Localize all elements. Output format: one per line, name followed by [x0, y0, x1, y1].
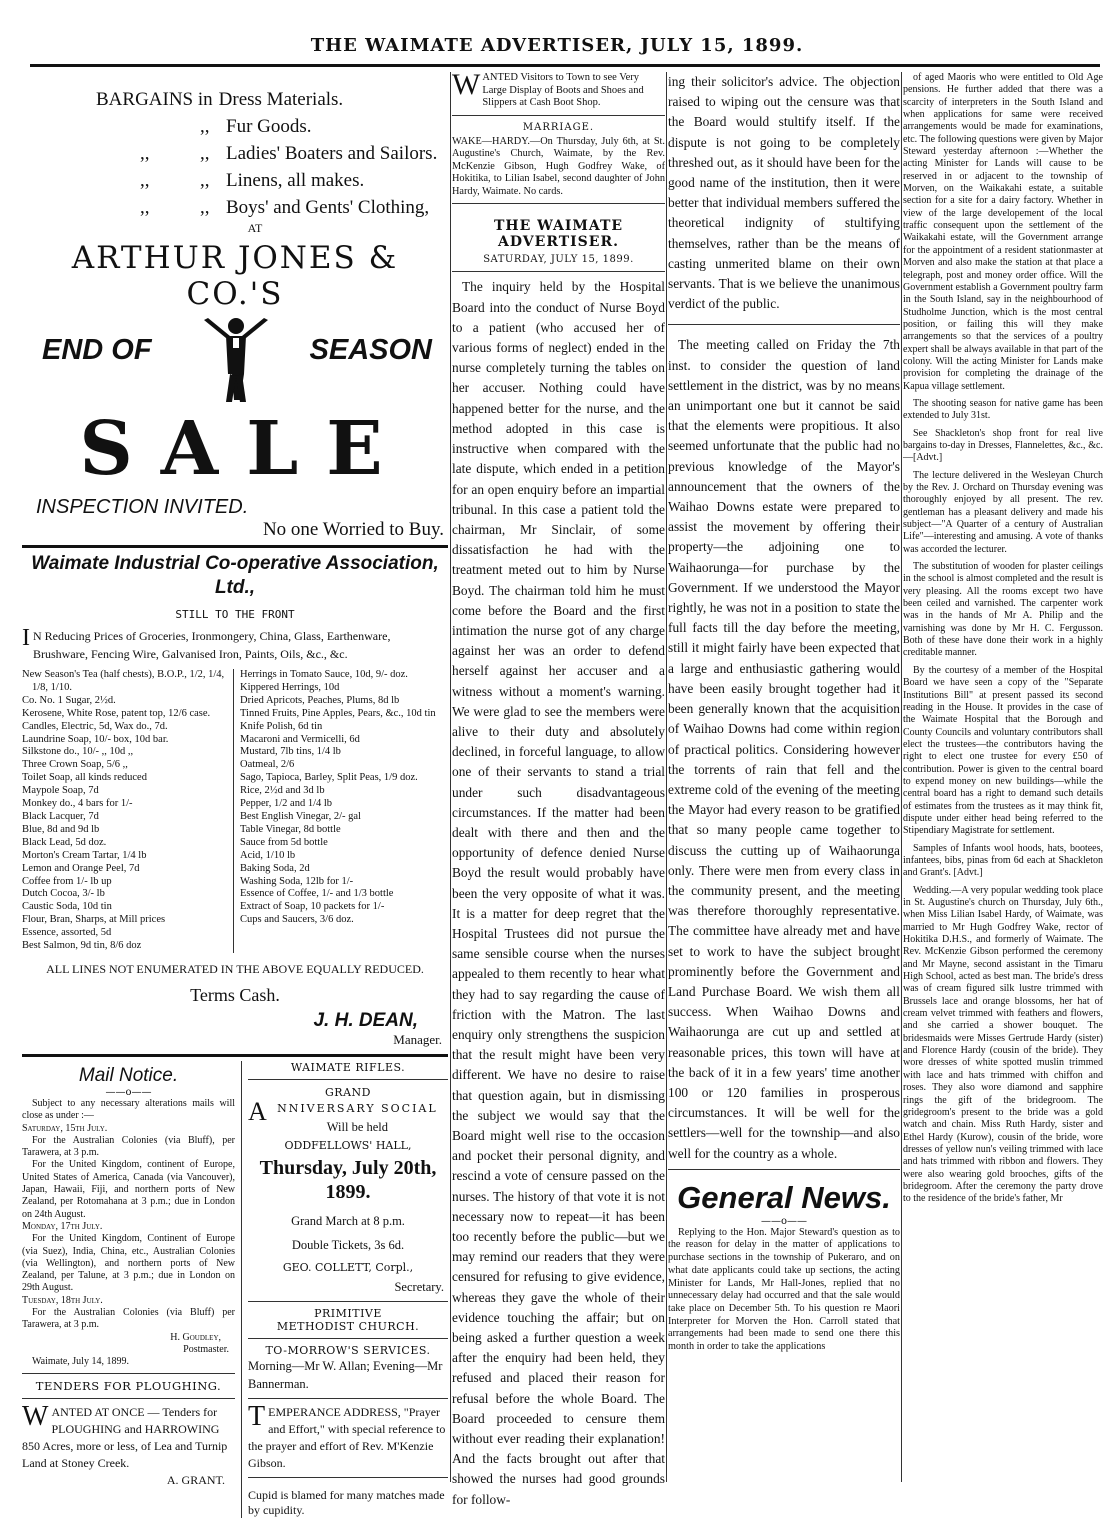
divider: [452, 203, 665, 204]
price-item: Toilet Soap, all kinds reduced: [22, 772, 147, 784]
price-item: Black Lead, 5d doz.: [22, 836, 107, 848]
price-item: Extract of Soap, 10 packets for 1/-: [240, 901, 385, 913]
divider: [248, 1338, 448, 1339]
price-item: Blue, 8d and 9d lb: [22, 823, 100, 835]
news-item: The shooting season for native game has been extended to July 31st.: [903, 397, 1103, 422]
price-item: Kippered Herrings, 10d: [240, 681, 340, 693]
divider: [22, 1373, 235, 1374]
divider: [248, 1079, 448, 1080]
manager-name: J. H. DEAN,: [313, 1009, 418, 1031]
column-2: [452, 68, 665, 1515]
price-item: Dried Apricots, Peaches, Plums, 8d lb: [240, 694, 400, 706]
price-item: Essence of Coffee, 1/- and 1/3 bottle: [240, 888, 394, 900]
anniversary-social: [248, 1096, 448, 1136]
price-item: Essence, assorted, 5d: [22, 927, 112, 939]
wanted-text: ANTED Visitors to Town to see Very Large Display of Boots and Shoes and Slippers at Cash Boot Shop.: [482, 72, 644, 108]
tenders-text: ANTED AT ONCE — Tenders for PLOUGHING and HARROWING 850 Acres, more or less, of Lea and Turnip Land at Stoney Creek.: [22, 1405, 228, 1471]
lower-ads: [22, 1054, 448, 1518]
mail-dateline: Waimate, July 14, 1899.: [32, 1356, 129, 1368]
price-item: Dutch Cocoa, 3/- lb: [22, 888, 105, 900]
price-item: Caustic Soda, 10d tin: [22, 901, 112, 913]
sale-heading: SALE: [79, 406, 411, 492]
all-lines-note: ALL LINES NOT ENUMERATED IN THE ABOVE EQUALLY REDUCED.: [46, 961, 424, 976]
divider: [22, 1398, 235, 1399]
mail-paragraph: For the United Kingdom, continent of Europe, United States of America, Canada (via Vancouver), Japan, Hawaii, Fiji, and northern ports of New Zealand, per Rotomahana at 3 p.m.; due in London on 24th August.: [22, 1159, 235, 1220]
column-1: [22, 72, 448, 1518]
dropcap: I: [22, 625, 30, 651]
will-be-held: Will be held: [326, 1119, 389, 1134]
price-item: Kerosene, White Rose, patent top, 12/6 case.: [22, 707, 211, 719]
tenders-ad: [22, 1401, 235, 1489]
general-news-heading: General News.: [677, 1179, 891, 1215]
mail-paragraph: For the Australian Colonies (via Bluff), per Tarawera, at 3 p.m.: [22, 1134, 235, 1159]
bargain-item: Fur Goods.: [226, 116, 312, 137]
price-item: Baking Soda, 2d: [240, 862, 310, 874]
ad-divider: [22, 545, 448, 548]
mail-signature-title: Postmaster.: [183, 1343, 229, 1355]
rifles-signature: GEO. COLLETT, Corpl.,: [282, 1260, 414, 1274]
rifles-heading: WAIMATE RIFLES.: [290, 1060, 406, 1074]
social-date: Thursday, July 20th, 1899.: [259, 1156, 437, 1203]
bargain-item: Dress Materials.: [218, 89, 344, 110]
bargain-row-2: [22, 113, 448, 140]
column-rule-3: [901, 72, 902, 1482]
price-item: Washing Soda, 12lb for 1/-: [240, 875, 354, 887]
coop-name: Waimate Industrial Co-operative Association, Ltd.,: [31, 553, 439, 598]
price-column-right: [234, 669, 448, 953]
price-item: Table Vinegar, 8d bottle: [240, 823, 341, 835]
bargains-prefix: BARGAINS in: [96, 89, 213, 110]
price-item: Silkstone do., 10/- ,, 10d ,,: [22, 746, 134, 758]
news-item: By the courtesy of a member of the Hospital Board we have seen a copy of the "Separate Institutions Bill" at present passed its second reading in the House. It provides in the case of the Waimate Hospital that the Borough and County Councils and voluntary contributors shall elect the trustees—the contributors having the right to elect one trustee for every £50 of contribution. Power is given to the central board to expend money on new buildings—while the central board has a right to demand such details of estimates from the trustees as it may think fit, dispute under either head being referred to the Stipendiary Magistrate for settlement.: [903, 664, 1103, 837]
coop-intro-text: N Reducing Prices of Groceries, Ironmongery, China, Glass, Earthenware, Brushware, Fencing Wire, Galvanised Iron, Paints, Oils, &c., &c.: [33, 629, 391, 661]
anniversary-text: NNIVERSARY SOCIAL: [277, 1101, 438, 1115]
masthead: THE WAIMATE ADVERTISER, JULY 15, 1899.: [310, 35, 804, 56]
ditto-mark: ,,: [200, 197, 210, 218]
price-item: Sauce from 5d bottle: [240, 836, 328, 848]
grand-label: GRAND: [325, 1085, 371, 1099]
price-item: Rice, 2½d and 3d lb: [240, 785, 325, 797]
news-item: of aged Maoris who were entitled to Old Age pensions. He further added that there was a scarcity of interpreters in the South Island and when applications for same were received arrangements would be made for examinations, etc. The following questions were given by Major Steward yesterday afternoon :—Whether the acting Minister for Lands will cause to be reserved in or adjacent to the township of Morven, on the Waikakahi estate, a suitable section for a site for a dairy factory. Whether in view of the large developement of the local traffic consequent upon the settlement of the Waikakahi estate, will the Government arrange for the appointment of a resident stationmaster at Morven and also make the station at that place a telegraph, post and money order office. Will the Government establish a Government poultry farm in the South Island, say in the neighbourhood of Studholme Junction, which is the most central position, or failing this will they make arrangements so that the services of a poultry expert shall be always available in that part of the colony. Will the acting Minister for Lands make provision for completing the drainage of the Kapua village settlement.: [903, 72, 1103, 392]
terms-cash: Terms Cash.: [190, 984, 280, 1005]
ornament-rule: ——o——: [760, 1215, 808, 1227]
price-item: Tinned Fruits, Pine Apples, Pears, &c., 10d tin: [240, 707, 436, 719]
leader-date: SATURDAY, JULY 15, 1899.: [483, 254, 634, 266]
price-item: Black Lacquer, 7d: [22, 810, 99, 822]
masthead-rule: [30, 64, 1100, 67]
price-item: New Season's Tea (half chests), B.O.P., 1/2, 1/4, 1/8, 1/10.: [22, 669, 225, 693]
ditto-mark: ,,: [200, 143, 210, 164]
price-item: Oatmeal, 2/6: [240, 759, 295, 771]
price-item: Best English Vinegar, 2/- gal: [240, 810, 361, 822]
cupid-note: Cupid is blamed for many matches made by cupidity.: [248, 1487, 445, 1517]
mail-date: Monday, 17th July.: [22, 1220, 103, 1232]
price-item: Acid, 1/10 lb: [240, 849, 296, 861]
manager-title: Manager.: [393, 1031, 442, 1047]
column-rule-1: [450, 72, 451, 1482]
bargain-row-5: [22, 194, 448, 221]
wedding-item: Wedding.—A very popular wedding took place in St. Augustine's church on Thursday, July 6th., when Miss Lilian Isabel Hardy, of Waimate, was married to Mr Hugh Godfrey Wake, rector of Hokitika D.H.S., and formerly of Waimate. The Rev. McKenzie Gibson performed the ceremony and Mr Mayne, second assistant in the Timaru High School, acted as best man. The bride's dress was of cream figured silk lustre trimmed with Brussels lace and orange blossoms, her hat of cream velvet trimmed with feathers and flowers, and she carried a shower bouquet. The bridesmaids were Misses Gertrude Hardy (sister) and Florence Hardy (cousin of the bride). They wore dresses of white spotted muslin trimmed with lace and hats trimmed with chiffon and roses. They also wore diamond and sapphire rings the gift of the bridegroom. The gridegroom's present to the bride was a gold watch and chain. Miss Ruth Hardy, sister and Ethel Hardy (Kurow), cousin of the bride, wore dresses of yellow nun's veiling trimmed with lace and hats trimmed with ribbon and flowers. They were also wearing gold brooches, gifts of the bridegroom. After the ceremony the party drove to the residence of the bride's father, Mr: [903, 884, 1103, 1205]
price-item: Lemon and Orange Peel, 7d: [22, 862, 140, 874]
end-of-label: END OF: [42, 334, 152, 366]
lower-ads-right: [242, 1061, 448, 1518]
coop-intro: [22, 627, 448, 663]
marriage-notice: WAKE—HARDY.—On Thursday, July 6th, at St. Augustine's Church, Waimate, by the Rev. McKenzie Gibson, Hugh Godfrey Wake, of Hokitika, to Lilian Isabel, second daughter of John Hardy, Waimate. No cards.: [452, 135, 665, 197]
bargain-row-4: [22, 167, 448, 194]
inspection-invited: INSPECTION INVITED.: [36, 496, 249, 518]
bargain-item: Linens, all makes.: [226, 170, 365, 191]
bargain-item: Boys' and Gents' Clothing,: [226, 197, 430, 218]
coop-still: STILL TO THE FRONT: [175, 608, 295, 621]
price-item: Laundrine Soap, 10/- box, 10d bar.: [22, 733, 169, 745]
leader-article: The inquiry held by the Hospital Board into the conduct of Nurse Boyd to a patient (who accused her of various forms of neglect) ended in the nurse completely turning the tables on her accuser. Nothing could have happened better for the nurse, and the method adopted in this case is instructive when compared with the late dispute, which ended in a petition for an open enquiry before an impartial tribunal. In this case a patient told the chairman, Mr Sinclair, of some dissatisfaction he had with the treatment meted out to him by Nurse Boyd. The chairman told him he must come before the Board and the first intimation the nurse got of any charge against her was an order to defend herself against her accuser and a witness without a moment's warning. We were glad to see the members were alive to their duty and absolutely declined, in forceful language, to allow one of their servants to stand a trial under such disadvantageous circumstances. If the matter had been dealt with there and then and the opportunity of defence denied Nurse Boyd the result would probably have been the very opposite of what it was. It is a matter for deep regret that the Hospital Trustees did not pursue the same sensible course when the nurses appealed to them recently to hear what they had to say regarding the cause of friction with the Matron. The last enquiry only strengthens the suspicion that the result might have been very different. We have no desire to raise that question again, but in dismissing the subject we would say that the Board might well rise to the occasion and pocket their personal dignity, and rescind a vote of censure passed on the nurses. The history of that vote it is not necessary now to repeat—it has been too recently before the public—but we may remind our readers that they were censured for refusing to give evidence, whereas they gave the whole of their evidence touching the affair; but on being asked a further question a week after the enquiry had been held, they refused and placed their reason for refusal before the whole Board. The Board proceeded to censure them without ever reading their explanation! And the facts brought out after that showed the nurses had good grounds for follow-: [452, 279, 665, 1507]
services-heading: TO-MORROW'S SERVICES.: [265, 1343, 431, 1357]
price-item: Maypole Soap, 7d: [22, 785, 99, 797]
end-of-season: [22, 312, 448, 404]
price-item: Sago, Tapioca, Barley, Split Peas, 1/9 doz.: [240, 772, 418, 784]
price-item: Knife Polish, 6d tin: [240, 720, 323, 732]
price-item: Monkey do., 4 bars for 1/-: [22, 798, 133, 810]
divider: [668, 1169, 900, 1170]
mail-notice: [22, 1065, 235, 1369]
leader-continued: ing their solicitor's advice. The objection raised to wiping out the censure was that the Board would stultify itself. If the dispute is not going to be completely threshed out, as it should have been for the good name of the institution, then it were better that individual members suffered the theoretical indignity of stultifying themselves, rather than be the means of casting unmerited blame on their own servants. That is we believe the unanimous verdict of the public.: [668, 74, 900, 312]
column-rule-2: [666, 72, 667, 1482]
price-list: [22, 669, 448, 953]
wanted-visitors-ad: [452, 68, 665, 110]
ditto-mark: ,,: [200, 170, 210, 191]
at-label: AT: [247, 221, 263, 235]
temperance-text: EMPERANCE ADDRESS, "Prayer and Effort," with special reference to the prayer and effort of Rev. M'Kenzie Gibson.: [248, 1404, 446, 1470]
price-item: Herrings in Tomato Sauce, 10d, 9/- doz.: [240, 669, 408, 680]
divider: [452, 271, 665, 272]
dropcap: A: [248, 1096, 267, 1126]
dropcap: T: [248, 1400, 266, 1432]
ditto-mark: ,,: [140, 170, 150, 191]
dropcap: W: [22, 1401, 49, 1433]
column-3: [668, 72, 900, 1359]
ditto-mark: ,,: [200, 116, 210, 137]
price-item: Morton's Cream Tartar, 1/4 lb: [22, 849, 147, 861]
price-item: Cups and Saucers, 3/6 doz.: [240, 914, 354, 926]
mail-date: Saturday, 15th July.: [22, 1122, 108, 1134]
mail-paragraph: For the Australian Colonies (via Bluff) per Tarawera, at 3 p.m.: [22, 1306, 235, 1331]
marriage-heading: MARRIAGE.: [522, 121, 595, 133]
grand-march: Grand March at 8 p.m.: [291, 1213, 405, 1228]
paper-title: THE WAIMATE ADVERTISER.: [493, 218, 624, 251]
ditto-mark: ,,: [140, 197, 150, 218]
tickets: Double Tickets, 3s 6d.: [291, 1237, 405, 1252]
services-text: Morning—Mr W. Allan; Evening—Mr Bannerman.: [248, 1358, 443, 1391]
ornament-rule: ——o——: [105, 1086, 152, 1098]
methodist-heading-2: METHODIST CHURCH.: [276, 1319, 420, 1333]
mail-paragraph: For the United Kingdom, Continent of Europe (via Suez), India, China, etc., Australian Colonies (via Wellington), and northern ports of New Zealand, per Talune, at 3 p.m.; due in London on 29th August.: [22, 1233, 235, 1294]
price-item: Mustard, 7lb tins, 1/4 lb: [240, 746, 341, 758]
price-item: Flour, Bran, Sharps, at Mill prices: [22, 914, 166, 926]
ad-coop: [22, 552, 448, 1048]
news-item: Samples of Infants wool hoods, hats, bootees, infantees, bibs, pinas from 6d each at Shackleton and Grant's. [Advt.]: [903, 842, 1103, 879]
mail-paragraph: Subject to any necessary alterations mails will close as under :—: [22, 1097, 235, 1122]
news-item: The substitution of wooden for plaster ceilings in the school is almost completed and the result is very pleasing. All the rooms except two have been ceiled and varnished. The carpenter work was in the hands of Mr A. Philip and the varnishing was done by Mr H. C. Fergusson. Both of these have done their work in a highly creditable manner.: [903, 561, 1103, 659]
divider: [452, 115, 665, 116]
season-label: SEASON: [309, 334, 432, 366]
bargain-item: Ladies' Boaters and Sailors.: [226, 143, 438, 164]
price-item: Best Salmon, 9d tin, 8/6 doz: [22, 940, 142, 952]
tenders-signature: A. GRANT.: [166, 1473, 225, 1488]
hall-name: ODDFELLOWS' HALL,: [284, 1138, 412, 1152]
price-item: Macaroni and Vermicelli, 6d: [240, 733, 360, 745]
column-4: [903, 72, 1103, 1211]
bargain-row-3: [22, 140, 448, 167]
news-item: See Shackleton's shop front for real live bargains to-day in Dresses, Flannelettes, &c., &c.—[Advt.]: [903, 427, 1103, 464]
no-one-worried: No one Worried to Buy.: [262, 519, 444, 540]
price-column-left: [22, 669, 234, 953]
price-item: Coffee from 1/- lb up: [22, 875, 112, 887]
tenders-heading: TENDERS FOR PLOUGHING.: [35, 1379, 222, 1394]
dropcap: W: [452, 68, 481, 101]
price-item: Pepper, 1/2 and 1/4 lb: [240, 798, 333, 810]
figure-man-icon: [200, 316, 272, 404]
firm-name: ARTHUR JONES & CO.'S: [71, 240, 399, 312]
bargain-row-1: [22, 86, 448, 113]
general-news-item: Replying to the Hon. Major Steward's question as to the reason for delay in the matter of applications to purchase sections in the township of Pukeraro, and on what date applicants could take up sections, the acting Minister for Lands, Mr Hall-Jones, replied that no unnecessary delay had occurred and that the sale would take place on December 5th. To his question re Maori Interpreter for Morven the Hon. Carroll stated that arrangements had been made to send one there this month in order to take the applications: [668, 1226, 900, 1353]
divider: [668, 324, 900, 325]
price-item: Co. No. 1 Sugar, 2½d.: [22, 694, 116, 706]
mail-notice-title: Mail Notice.: [78, 1064, 179, 1086]
land-settlement-article: The meeting called on Friday the 7th inst. to consider the question of land settlement in the district, was by no means an unimportant one but it cannot be said that the elements were propitious. It also seemed unfortunate that the public had no previous knowledge of the Mayor's announcement that the owners of the Waihao Downs estate were prepared to assist the movement by offering their property—the adjoining one to Waihaorunga—for purchase by the Government. If we understood the Mayor rightly, he was not in a position to state the full facts till the day before the meeting, still it might fairly have been expected that a large and enthusiastic gathering would have been easily brought together had it been generally known that the acquisition of Waihao Downs had come within region of practical politics. Considering however the torrents of rain that fell and the extreme cold of the evening of the meeting the Mayor had every reason to be gratified that so many people came together to discuss the cutting up of Waihaorunga only. There were men from every class in the community present, and the meeting was therefore thoroughly representative. The committee have already met and have set to work to have the subject brought prominently before the Government and Land Purchase Board. We wish them all success. When Waihao Downs and Waihaorunga are cut up and settled at reasonable prices, this town will have at the back of it in a few years' time another 100 or 120 families in prosperous circumstances. It will be well for the settlers—well for the township—and also well for the country as a whole.: [668, 337, 900, 1161]
price-item: Three Crown Soap, 5/6 ,,: [22, 759, 128, 771]
rifles-signature-title: Secretary.: [394, 1279, 444, 1294]
methodist-heading-1: PRIMITIVE: [314, 1306, 382, 1320]
price-item: Candles, Electric, 5d, Wax do., 7d.: [22, 720, 168, 732]
divider: [248, 1398, 448, 1399]
ditto-mark: ,,: [140, 143, 150, 164]
mail-date: Tuesday, 18th July.: [22, 1294, 103, 1306]
mail-signature: H. Goudley,: [170, 1331, 221, 1343]
ad-arthur-jones: [22, 72, 448, 541]
divider: [248, 1301, 448, 1302]
lower-ads-left: [22, 1061, 242, 1518]
divider: [248, 1477, 448, 1478]
news-item: The lecture delivered in the Wesleyan Church by the Rev. J. Orchard on Thursday evening was thoroughly enjoyed by all present. The rev. gentleman has a pleasant delivery and made his subject—"A Quarter of a century of Australian Life"—interesting and amusing. A vote of thanks was accorded the lecturer.: [903, 469, 1103, 555]
temperance-ad: [248, 1400, 448, 1472]
